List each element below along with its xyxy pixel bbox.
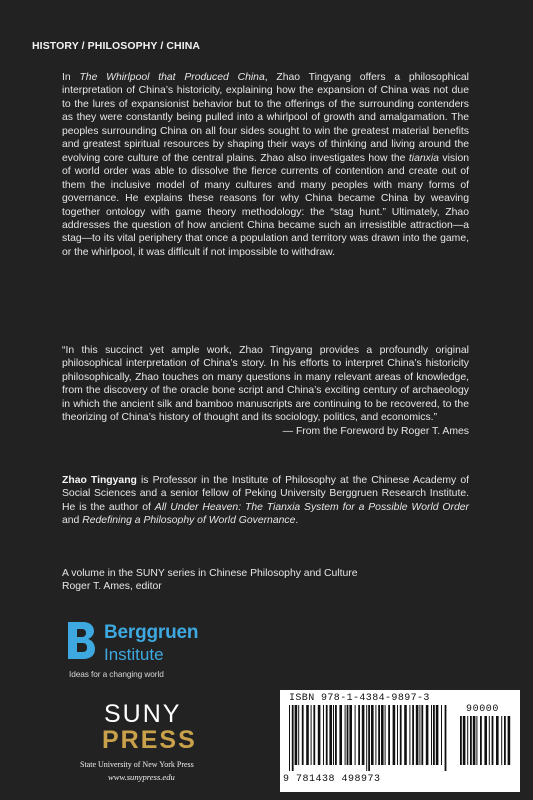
barcode-bar <box>318 705 321 765</box>
bio-text-3: . <box>295 515 299 527</box>
barcode-bar <box>306 705 309 765</box>
barcode-bar <box>326 705 328 765</box>
berggruen-institute: Institute <box>104 645 164 664</box>
barcode-bar <box>335 705 337 765</box>
barcode-bar <box>311 705 312 765</box>
isbn-number: ISBN 978-1-4384-9897-3 <box>289 693 430 704</box>
foreword-quote <box>62 344 469 438</box>
barcode-bar <box>473 716 476 765</box>
barcode-bar <box>460 716 462 765</box>
author-book-1: All Under Heaven: The Tianxia System for a Possible World Order <box>154 501 469 513</box>
berggruen-logo <box>66 618 256 678</box>
barcode-bar <box>333 705 334 765</box>
barcode-bar <box>292 705 294 771</box>
description-intro: In <box>62 72 80 83</box>
barcode-bar <box>419 705 420 765</box>
barcode-bar <box>366 705 367 771</box>
barcode-bar <box>412 705 414 765</box>
description-text: , Zhao Tingyang offers a philosophical interpretation of China’s historicity, explaining how the expansion of China was not due to the lures of expansionist behavior but to the offerings of the surrounding contenders as they were constantly being pulled into a whirlpool of growth and amalgamation. The peoples surrounding China on all four sides sought to win the greatest material benefits and greatest spiritual resources by shaping their ways of thinking and living around the evolving core culture of the central plains. Zhao also investigates how the <box>62 72 469 164</box>
barcode-bar <box>371 705 374 765</box>
description-text-end: vision of world order was able to dissolve the fierce currents of contention and create out of them the inclusive model of many cultures and many peoples with many forms of governance. He explains these reasons for why China became China by weaving together ontology with game theory methodology: the “stag hunt.” Ultimately, Zhao addresses the question of how ancient China became such an irresistible attraction—a stag—to its vital periphery that once a population and territory was drawn into the game, or the whirlpool, it was difficult if not impossible to withdraw. <box>62 152 469 258</box>
publisher-full-name: State University of New York Press <box>80 760 194 769</box>
author-bio <box>62 474 469 528</box>
tianxia-term: tianxia <box>408 152 439 164</box>
ean-digits: 9 781438 498973 <box>283 774 381 785</box>
barcode-bar <box>441 705 442 765</box>
isbn-barcode <box>280 690 520 792</box>
barcode-bar <box>339 705 342 765</box>
barcode-bar <box>388 705 390 765</box>
barcode-bar <box>323 705 324 765</box>
barcode-bar <box>489 716 490 765</box>
berggruen-b-icon <box>66 620 96 660</box>
barcode-bar <box>313 705 315 765</box>
barcode-bar <box>470 716 472 765</box>
barcode-bar <box>345 705 346 765</box>
barcode-bar <box>393 705 396 765</box>
category-label: HISTORY / PHILOSOPHY / CHINA <box>32 40 201 52</box>
series-editor: Roger T. Ames, editor <box>62 581 162 593</box>
barcode-bar <box>431 705 432 765</box>
barcode-bar <box>501 716 502 765</box>
quote-text: “In this succinct yet ample work, Zhao Tingyang provides a profoundly original philosophical interpretation of China’s story. In his efforts to interpret China’s historicity philosophically, Zhao touches on many questions in many relevant areas of knowledge, from the discovery of the oracle bone script and China’s exciting century of archaeology in which the ancient silk and bamboo manuscripts are continuing to be recovered, to the theorizing of China’s history of thought and its sociology, politics, and economics.” <box>62 345 469 424</box>
barcode-bar <box>397 705 398 765</box>
barcode-bar <box>349 705 352 765</box>
barcode-bar <box>480 716 482 765</box>
barcode-bar <box>329 705 332 765</box>
barcode-bar <box>347 705 349 765</box>
publisher-website: www.sunypress.edu <box>108 772 175 782</box>
barcode-bar <box>504 716 506 765</box>
suny-wordmark: SUNY <box>104 700 182 728</box>
bio-text: is Professor in the Institute of Philosophy at the Chinese Academy of Social Sciences and a senior fellow of Peking University Berggruen Research Institute. He is the author of <box>62 475 469 513</box>
barcode-bar <box>362 705 365 765</box>
bio-text-2: and <box>62 515 83 527</box>
barcode-bar <box>368 705 370 771</box>
author-book-2: Redefining a Philosophy of World Governance <box>82 515 296 527</box>
barcode-bar <box>381 705 384 765</box>
author-name: Zhao Tingyang <box>62 475 137 486</box>
price-code: 90000 <box>466 704 500 715</box>
series-info <box>62 567 469 594</box>
barcode-bar <box>404 705 407 765</box>
barcode-bar <box>445 705 447 771</box>
barcode-bar <box>476 716 477 765</box>
barcode-bar <box>295 705 298 765</box>
barcode-bar <box>409 705 410 765</box>
suny-press-logo <box>80 700 250 790</box>
barcode-bar <box>355 705 356 765</box>
quote-attribution: — From the Foreword by Roger T. Ames <box>282 425 469 437</box>
barcode-bar <box>416 705 419 765</box>
barcode-bar <box>463 716 466 765</box>
barcode-bar <box>302 705 304 765</box>
berggruen-name: Berggruen <box>104 622 199 643</box>
barcode-bar <box>400 705 402 765</box>
addon-barcode-bars <box>460 716 512 771</box>
berggruen-tagline: Ideas for a changing world <box>69 669 164 679</box>
barcode-bar <box>385 705 386 765</box>
barcode-bar <box>484 716 487 765</box>
press-wordmark: PRESS <box>102 726 197 754</box>
barcode-bar <box>496 716 499 765</box>
barcode-bar <box>508 716 511 765</box>
barcode-bar <box>426 705 429 765</box>
barcode-bar <box>358 705 360 765</box>
barcode-bar <box>433 705 435 765</box>
series-line: A volume in the SUNY series in Chinese Philosophy and Culture <box>62 568 358 579</box>
barcode-bar <box>467 716 468 765</box>
barcode-bar <box>492 716 494 765</box>
barcode-bar <box>289 705 290 771</box>
ean-barcode-bars <box>289 705 447 771</box>
barcode-bar <box>436 705 439 765</box>
book-title-reference: The Whirlpool that Produced China <box>79 72 265 83</box>
barcode-bar <box>421 705 423 765</box>
description-paragraph <box>62 71 469 259</box>
barcode-bar <box>378 705 380 765</box>
barcode-bar <box>375 705 376 765</box>
barcode-bar <box>298 705 299 765</box>
